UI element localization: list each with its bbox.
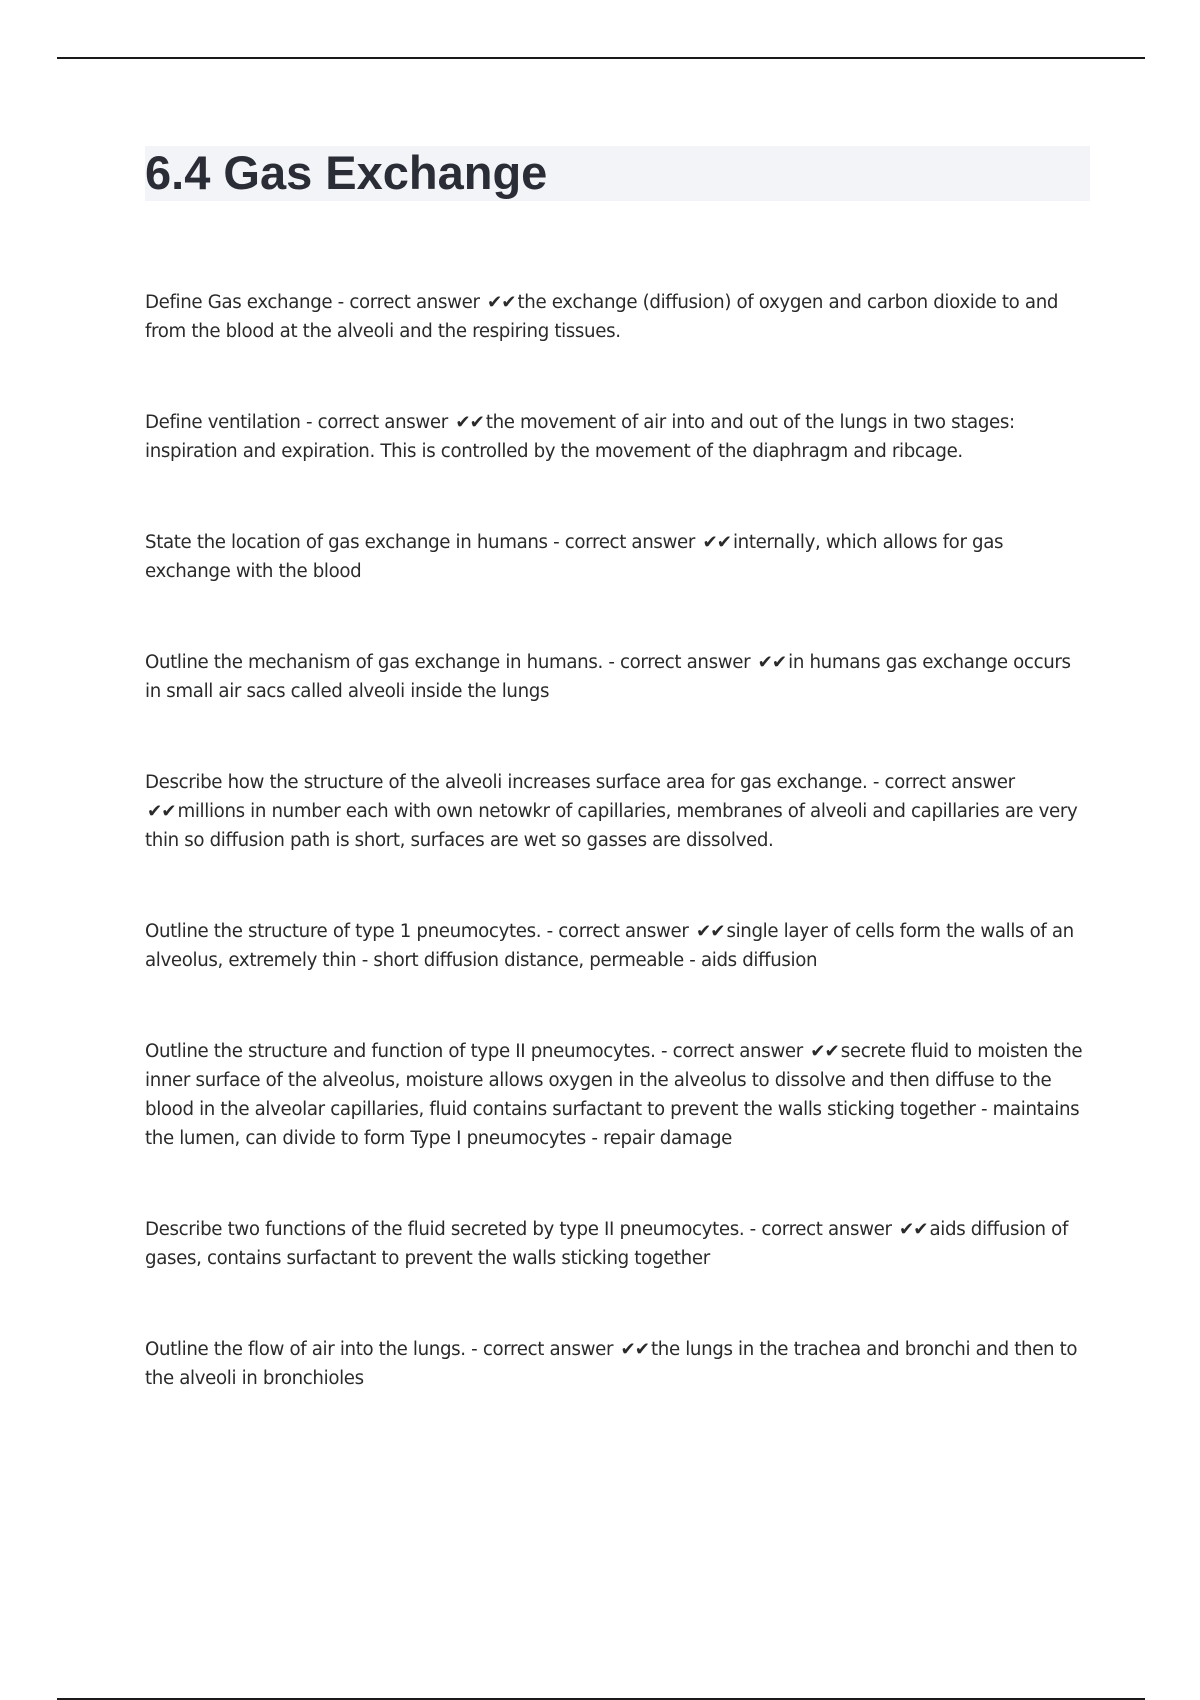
check-icon: ✔✔ <box>695 921 725 942</box>
qa-item: Describe how the structure of the alveoli increases surface area for gas exchange. - correct answer ✔✔ millions in number each with own netowkr of capillaries, membranes of alveoli and capillaries are very thin so diffusion path is short, surfaces are wet so gasses are dissolved. <box>145 772 1078 851</box>
qa-item: Define Gas exchange - correct answer ✔✔ the exchange (diffusion) of oxygen and carbon dioxide to and from the blood at the alveoli and the respiring tissues. <box>145 292 1059 342</box>
qa-question: Describe two functions of the fluid secreted by type II pneumocytes. <box>145 1219 745 1240</box>
qa-answer-marker: correct answer <box>884 772 1015 793</box>
qa-answer-marker: correct answer <box>558 921 689 942</box>
qa-question: Define ventilation <box>145 412 301 433</box>
qa-answer-marker: correct answer <box>619 652 751 673</box>
qa-answer: the exchange (diffusion) of oxygen and carbon dioxide to and from the blood at the alveoli and the respiring tissues. <box>145 292 1059 342</box>
qa-answer-marker: correct answer <box>672 1041 803 1062</box>
qa-item: Outline the structure and function of type II pneumocytes. - correct answer ✔✔ secrete fluid to moisten the inner surface of the alveolus, moisture allows oxygen in the alveolus to dissolve and then diffuse to the blood in the alveolar capillaries, fluid contains surfactant to prevent the walls sticking together - maintains the lumen, can divide to form Type I pneumocytes - repair damage <box>145 1041 1083 1149</box>
qa-answer: millions in number each with own netowkr of capillaries, membranes of alveoli and capillaries are very thin so diffusion path is short, surfaces are wet so gasses are dissolved. <box>145 801 1078 851</box>
qa-item: Outline the mechanism of gas exchange in humans. - correct answer ✔✔ in humans gas exchange occurs in small air sacs called alveoli inside the lungs <box>145 652 1071 702</box>
qa-answer-marker: correct answer <box>564 532 696 553</box>
check-icon: ✔✔ <box>702 532 731 553</box>
qa-item: Outline the structure of type 1 pneumocytes. - correct answer ✔✔ single layer of cells form the walls of an alveolus, extremely thin - short diffusion distance, permeable - aids diffusion <box>145 921 1074 971</box>
qa-question: Outline the flow of air into the lungs. <box>145 1339 466 1360</box>
qa-item: Define ventilation - correct answer ✔✔ the movement of air into and out of the lungs in two stages: inspiration and expiration. This is controlled by the movement of the diaphragm and ribcage. <box>145 412 1015 462</box>
qa-answer: in humans gas exchange occurs in small air sacs called alveoli inside the lungs <box>145 652 1071 702</box>
qa-list <box>145 288 1090 1455</box>
qa-answer: the lungs in the trachea and bronchi and then to the alveoli in bronchioles <box>145 1339 1078 1389</box>
qa-question: Describe how the structure of the alveoli increases surface area for gas exchange. <box>145 772 868 793</box>
qa-answer-marker: correct answer <box>761 1219 892 1240</box>
top-divider <box>57 57 1145 59</box>
check-icon: ✔✔ <box>147 801 176 822</box>
page-title: 6.4 Gas Exchange <box>145 146 548 199</box>
qa-item: State the location of gas exchange in humans - correct answer ✔✔ internally, which allows for gas exchange with the blood <box>145 532 1004 582</box>
qa-item: Describe two functions of the fluid secreted by type II pneumocytes. - correct answer ✔✔ aids diffusion of gases, contains surfactant to prevent the walls sticking together <box>145 1219 1068 1269</box>
qa-question: Define Gas exchange <box>145 292 333 313</box>
check-icon: ✔✔ <box>620 1339 649 1360</box>
check-icon: ✔✔ <box>899 1219 928 1240</box>
check-icon: ✔✔ <box>757 652 787 673</box>
qa-answer-marker: correct answer <box>482 1339 614 1360</box>
qa-answer: single layer of cells form the walls of an alveolus, extremely thin - short diffusion distance, permeable - aids diffusion <box>145 921 1074 971</box>
check-icon: ✔✔ <box>810 1041 839 1062</box>
qa-answer: internally, which allows for gas exchange with the blood <box>145 532 1004 582</box>
qa-answer: secrete fluid to moisten the inner surface of the alveolus, moisture allows oxygen in the alveolus to dissolve and then diffuse to the blood in the alveolar capillaries, fluid contains surfactant to prevent the walls sticking together - maintains the lumen, can divide to form Type I pneumocytes - repair damage <box>145 1041 1083 1149</box>
qa-question: State the location of gas exchange in humans <box>145 532 548 553</box>
qa-question: Outline the structure and function of type II pneumocytes. <box>145 1041 656 1062</box>
qa-question: Outline the structure of type 1 pneumocytes. <box>145 921 542 942</box>
check-icon: ✔✔ <box>455 412 484 433</box>
qa-question: Outline the mechanism of gas exchange in humans. <box>145 652 603 673</box>
qa-answer: aids diffusion of gases, contains surfactant to prevent the walls sticking together <box>145 1219 1068 1269</box>
qa-answer-marker: correct answer <box>349 292 480 313</box>
qa-item: Outline the flow of air into the lungs. - correct answer ✔✔ the lungs in the trachea and bronchi and then to the alveoli in bronchioles <box>145 1339 1078 1389</box>
qa-answer: the movement of air into and out of the lungs in two stages: inspiration and expiration. This is controlled by the movement of the diaphragm and ribcage. <box>145 412 1015 462</box>
qa-answer-marker: correct answer <box>317 412 448 433</box>
check-icon: ✔✔ <box>487 292 516 313</box>
